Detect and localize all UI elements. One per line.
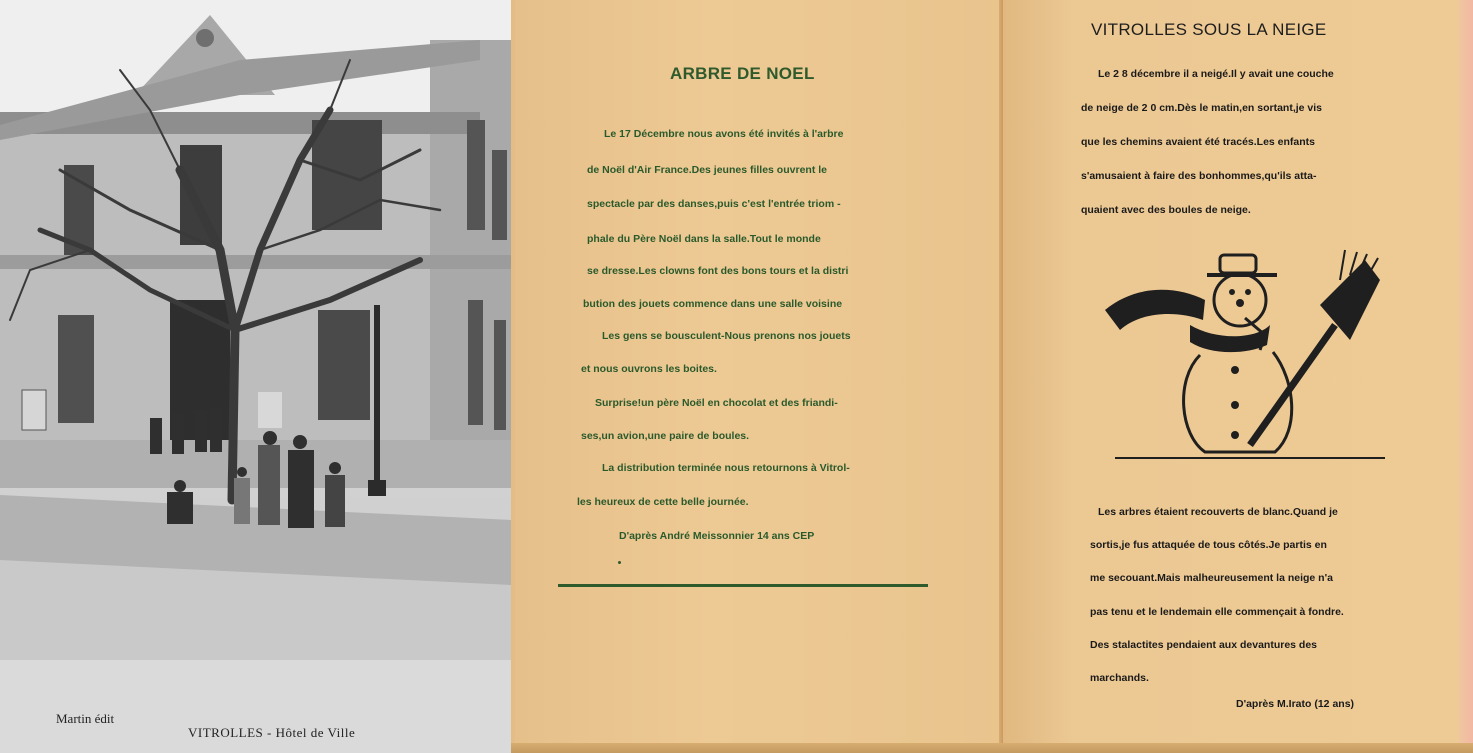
page-title: ARBRE DE NOEL xyxy=(670,64,815,83)
text-line: Des stalactites pendaient aux devantures des xyxy=(1090,639,1318,651)
page-title: VITROLLES SOUS LA NEIGE xyxy=(1091,20,1327,39)
text-line: les heureux de cette belle journée. xyxy=(577,496,749,508)
snowman-drawing xyxy=(1095,240,1395,465)
text-line: Surprise!un père Noël en chocolat et des friandi- xyxy=(595,397,838,409)
text-line: Le 17 Décembre nous avons été invités à l'arbre xyxy=(604,128,844,140)
school-booklet xyxy=(511,0,1473,753)
text-line: que les chemins avaient été tracés.Les enfants xyxy=(1081,136,1316,148)
text-line: de neige de 2 0 cm.Dès le matin,en sortant,je vis xyxy=(1081,102,1323,114)
text-line: quaient avec des boules de neige. xyxy=(1081,204,1251,216)
text-line: La distribution terminée nous retournons à Vitrol- xyxy=(602,462,850,474)
text-line: de Noël d'Air France.Des jeunes filles ouvrent le xyxy=(587,164,827,176)
page-arbre-de-noel xyxy=(515,0,1003,753)
text-line: bution des jouets commence dans une salle voisine xyxy=(583,298,843,310)
text-line: phale du Père Noël dans la salle.Tout le monde xyxy=(587,233,821,245)
page-vitrolles-sous-la-neige xyxy=(1003,0,1473,753)
booklet-edge xyxy=(511,743,1473,753)
text-line: ses,un avion,une paire de boules. xyxy=(581,430,750,442)
show-through-text xyxy=(845,54,848,66)
text-line: Le 2 8 décembre il a neigé.Il y avait une couche xyxy=(1098,68,1334,80)
text-line: pas tenu et le lendemain elle commençait à fondre. xyxy=(1090,606,1344,618)
text-line: Les arbres étaient recouverts de blanc.Quand je xyxy=(1098,506,1338,518)
text-line: Les gens se bousculent-Nous prenons nos jouets xyxy=(602,330,851,342)
text-line: s'amusaient à faire des bonhommes,qu'ils atta- xyxy=(1081,170,1317,182)
text-line: sortis,je fus attaquée de tous côtés.Je partis en xyxy=(1090,539,1327,551)
text-line: me secouant.Mais malheureusement la neige n'a xyxy=(1090,572,1333,584)
postcard-caption: VITROLLES - Hôtel de Ville xyxy=(188,725,356,740)
text-line: marchands. xyxy=(1090,672,1149,684)
back-cover-edge xyxy=(1459,0,1473,753)
text-line: se dresse.Les clowns font des bons tours et la distri xyxy=(587,265,849,277)
horizontal-rule xyxy=(558,584,928,587)
postcard-photo xyxy=(0,0,511,753)
town-hall-illustration xyxy=(0,0,511,753)
publisher-label: Martin édit xyxy=(56,711,115,726)
text-line: et nous ouvrons les boites. xyxy=(581,363,717,375)
text-line: spectacle par des danses,puis c'est l'entrée triom - xyxy=(587,198,841,210)
ink-dot xyxy=(618,561,621,564)
author-signature: D'après André Meissonnier 14 ans CEP xyxy=(619,530,815,542)
author-signature: D'après M.Irato (12 ans) xyxy=(1236,698,1355,710)
